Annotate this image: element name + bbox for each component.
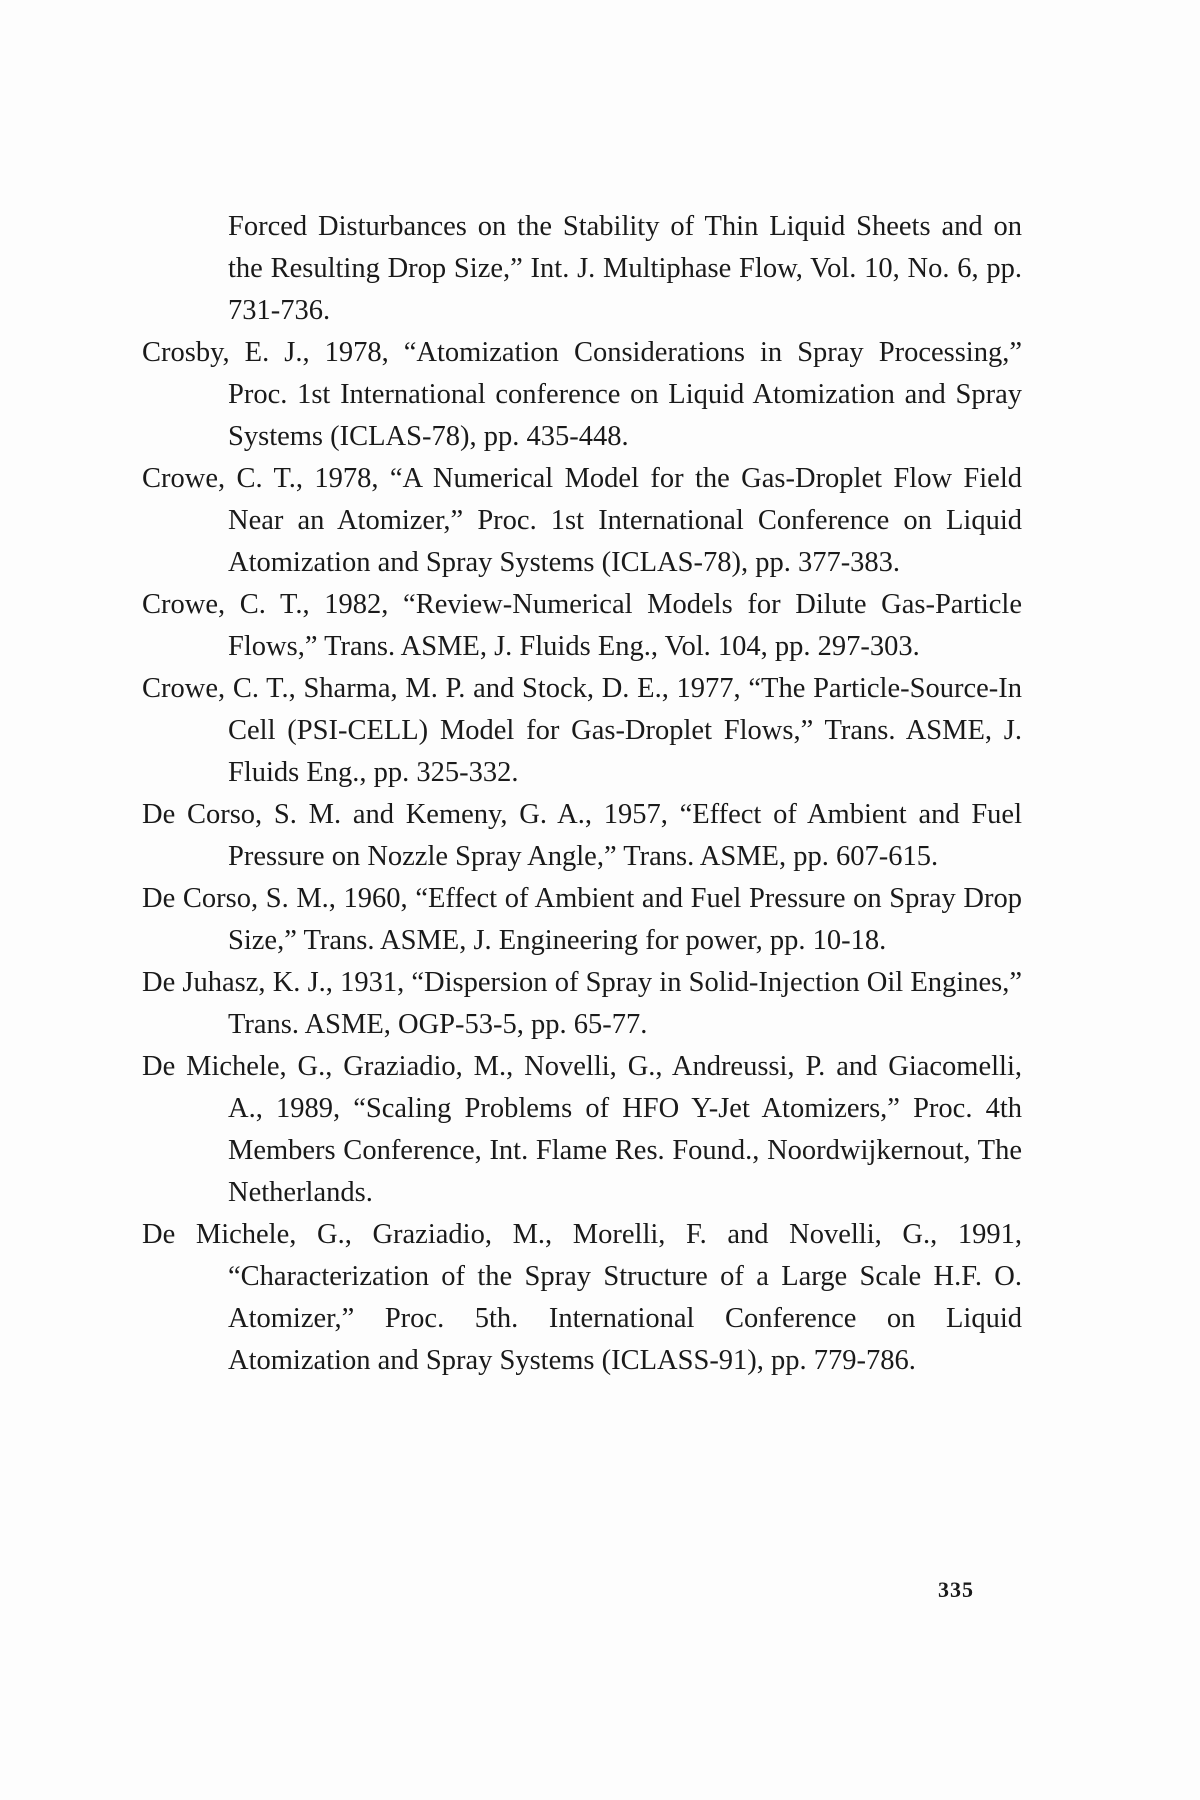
reference-entry: De Corso, S. M. and Kemeny, G. A., 1957, “Effect of Ambient and Fuel Pressure on Nozzle Spray Angle,” Trans. ASME, pp. 607-615. (142, 799, 1022, 872)
reference-entry: Crowe, C. T., 1978, “A Numerical Model for the Gas-Droplet Flow Field Near an Atomizer,” Proc. 1st International Conference on Liquid Atomization and Spray Systems (ICLAS-78), pp. 377-383. (142, 463, 1022, 578)
page-number: 335 (938, 1577, 974, 1602)
reference-entry: De Michele, G., Graziadio, M., Morelli, F. and Novelli, G., 1991, “Characterization of the Spray Structure of a Large Scale H.F. O. Atomizer,” Proc. 5th. International Conference on Liquid Atomization and Spray Systems (ICLASS-91), pp. 779-786. (142, 1219, 1022, 1376)
reference-entry: De Corso, S. M., 1960, “Effect of Ambient and Fuel Pressure on Spray Drop Size,” Trans. ASME, J. Engineering for power, pp. 10-18. (142, 883, 1022, 956)
reference-entry: Forced Disturbances on the Stability of Thin Liquid Sheets and on the Resulting Drop Size,” Int. J. Multiphase Flow, Vol. 10, No. 6, pp. 731-736. (228, 211, 1022, 326)
reference-list (142, 206, 1022, 1382)
reference-entry: Crosby, E. J., 1978, “Atomization Considerations in Spray Processing,” Proc. 1st International conference on Liquid Atomization and Spray Systems (ICLAS-78), pp. 435-448. (142, 337, 1022, 452)
reference-entry: De Juhasz, K. J., 1931, “Dispersion of Spray in Solid-Injection Oil Engines,” Trans. ASME, OGP-53-5, pp. 65-77. (142, 967, 1022, 1040)
reference-entry: De Michele, G., Graziadio, M., Novelli, G., Andreussi, P. and Giacomelli, A., 1989, “Scaling Problems of HFO Y-Jet Atomizers,” Proc. 4th Members Conference, Int. Flame Res. Found., Noordwijkernout, The Netherlands. (142, 1051, 1022, 1208)
reference-entry: Crowe, C. T., 1982, “Review-Numerical Models for Dilute Gas-Particle Flows,” Trans. ASME, J. Fluids Eng., Vol. 104, pp. 297-303. (142, 589, 1022, 662)
reference-entry: Crowe, C. T., Sharma, M. P. and Stock, D. E., 1977, “The Particle-Source-In Cell (PSI-CELL) Model for Gas-Droplet Flows,” Trans. ASME, J. Fluids Eng., pp. 325-332. (142, 673, 1022, 788)
